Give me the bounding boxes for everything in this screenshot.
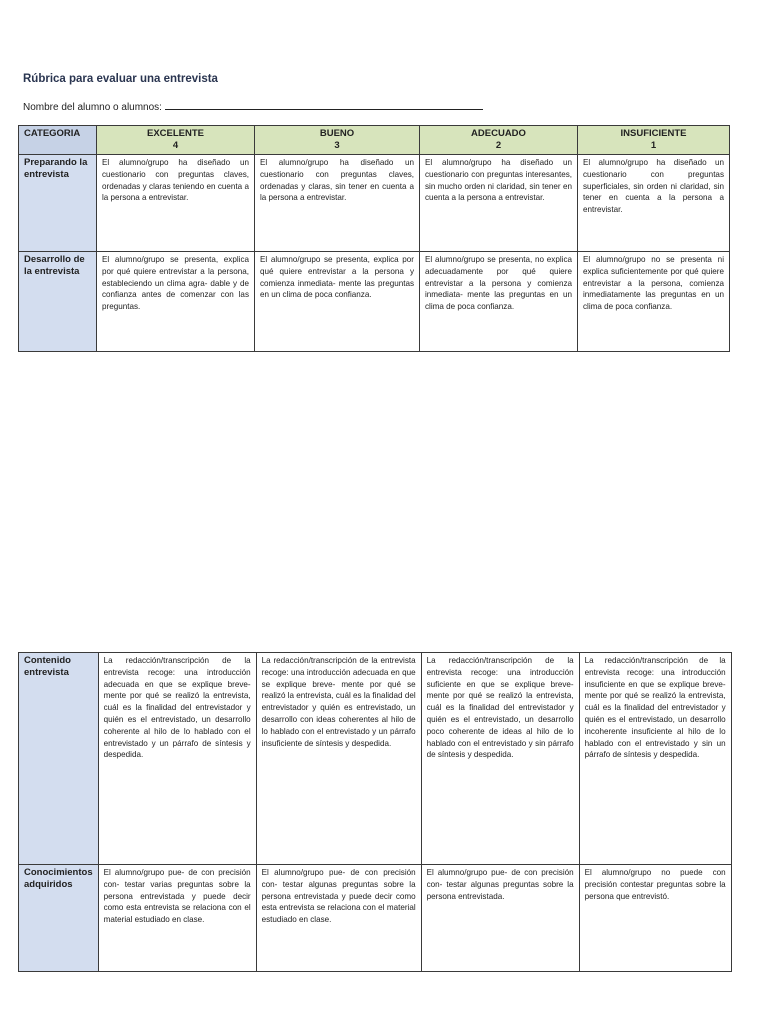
rubric-cell: La redacción/transcripción de la entrevista recoge: una introducción adecuada en que se explique breve- mente por qué se realizó la entrevista, cuál es la finalidad del entrevistador y quién es el entrevistado, un desarrollo coherente al hilo de lo hablado con el entrevistado y un párrafo de síntesis y despedida. — [98, 653, 256, 865]
rubric-cell: La redacción/transcripción de la entrevista recoge: una introducción suficiente en que se explique breve- mente por qué se realizó la entrevista, cuál es la finalidad del entrevistador y quién es el entrevistado, un desarrollo poco coherente de ideas al hilo de lo hablado con el entrevistado y sin párrafo de síntesis y despedida. — [421, 653, 579, 865]
table-row — [19, 865, 732, 972]
header-level-insuficiente — [578, 126, 730, 155]
rubric-cell: El alumno/grupo no puede con precisión contestar preguntas sobre la persona que entrevistó. — [579, 865, 731, 972]
level-score: 1 — [650, 140, 657, 151]
header-level-excelente — [97, 126, 255, 155]
student-name-blank[interactable] — [165, 100, 483, 110]
header-category: CATEGORIA — [19, 126, 97, 155]
rubric-cell: El alumno/grupo no se presenta ni explica suficientemente por qué quiere entrevistar a la persona, comienza inmediatamente las preguntas en un clima de poca confianza. — [578, 252, 730, 352]
rubric-cell: La redacción/transcripción de la entrevista recoge: una introducción insuficiente en que se explique breve- mente por qué se realizó la entrevista, cuál es la finalidad del entrevistador y quién es el entrevistado, un desarrollo incoherente insuficiente al hilo de lo hablado con el entrevistado y sin un párrafo de síntesis y despedida. — [579, 653, 731, 865]
rubric-cell: El alumno/grupo se presenta, explica por qué quiere entrevistar a la persona, estableciendo un clima agra- dable y de confianza antes de comenzar con las preguntas. — [97, 252, 255, 352]
header-level-adecuado — [420, 126, 578, 155]
level-name: INSUFICIENTE — [620, 128, 687, 139]
rubric-cell: El alumno/grupo se presenta, no explica adecuadamente por qué quiere entrevistar a la persona y comienza inmediata- mente las preguntas en un clima de poca confianza. — [420, 252, 578, 352]
level-name: BUENO — [319, 128, 355, 139]
row-category: Conocimientos adquiridos — [19, 865, 99, 972]
rubric-cell: El alumno/grupo ha diseñado un cuestionario con preguntas interesantes, sin mucho orden ni claridad, sin tener en cuenta a la persona a entrevistar. — [420, 155, 578, 252]
level-name: ADECUADO — [471, 128, 526, 139]
table-row — [19, 155, 730, 252]
rubric-cell: El alumno/grupo ha diseñado un cuestionario con preguntas claves, ordenadas y claras teniendo en cuenta a la persona a entrevistar. — [97, 155, 255, 252]
rubric-cell: El alumno/grupo pue- de con precisión con- testar algunas preguntas sobre la persona entrevistada. — [421, 865, 579, 972]
page-title: Rúbrica para evaluar una entrevista — [23, 73, 218, 85]
table-row — [19, 252, 730, 352]
rubric-cell: El alumno/grupo pue- de con precisión con- testar algunas preguntas sobre la persona entrevistada y puede decir como esta entrevista se relaciona con el material estudiado en clase. — [256, 865, 421, 972]
level-score: 2 — [495, 140, 502, 151]
student-name-label: Nombre del alumno o alumnos: — [23, 102, 162, 113]
row-category: Preparando la entrevista — [19, 155, 97, 252]
table-row — [19, 653, 732, 865]
rubric-table-top — [18, 125, 730, 352]
header-level-bueno — [255, 126, 420, 155]
level-score: 4 — [172, 140, 179, 151]
level-name: EXCELENTE — [146, 128, 204, 139]
rubric-table-bottom — [18, 652, 732, 972]
rubric-cell: El alumno/grupo ha diseñado un cuestionario con preguntas claves, ordenadas y claras, sin tener en cuenta a la persona a entrevistar. — [255, 155, 420, 252]
level-score: 3 — [334, 140, 340, 151]
rubric-cell: El alumno/grupo ha diseñado un cuestionario con preguntas superficiales, sin orden ni claridad, sin tener en cuenta a la persona a entrevistar. — [578, 155, 730, 252]
rubric-cell: El alumno/grupo pue- de con precisión con- testar varias preguntas sobre la persona entrevistada y puede decir como esta entrevista se relaciona con el material estudiado en clase. — [98, 865, 256, 972]
rubric-cell: El alumno/grupo se presenta, explica por qué quiere entrevistar a la persona y comienza inmediata- mente las preguntas en un clima de poca confianza. — [255, 252, 420, 352]
rubric-cell: La redacción/transcripción de la entrevista recoge: una introducción adecuada en que se explique breve- mente por qué se realizó la entrevista, cuál es la finalidad del entrevistador y quién es entrevistado, un desarrollo con ideas coherentes al hilo de lo hablado con el entrevistado y un párrafo insuficiente de síntesis y despedida. — [256, 653, 421, 865]
student-name-line — [23, 100, 483, 113]
row-category: Contenido entrevista — [19, 653, 99, 865]
header-row — [19, 126, 730, 155]
row-category: Desarrollo de la entrevista — [19, 252, 97, 352]
